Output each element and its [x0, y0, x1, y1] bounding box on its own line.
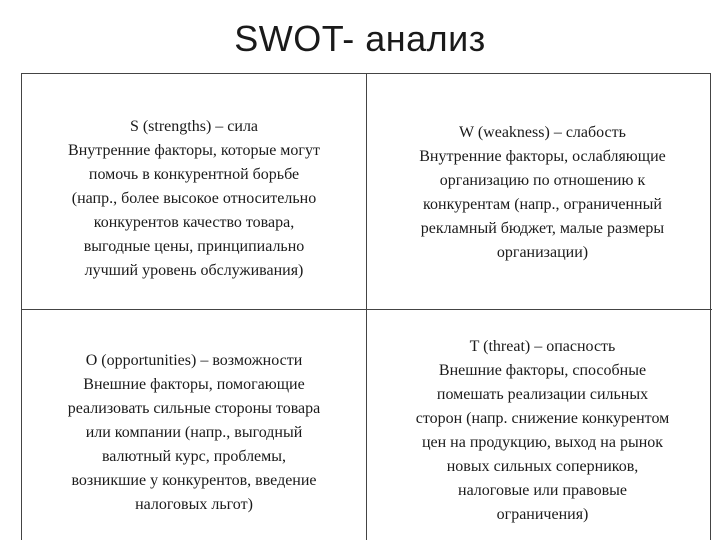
weakness-text	[419, 121, 665, 265]
strengths-line: помочь в конкурентной борьбе	[88, 165, 300, 183]
opportunities-line: Внешние факторы, помогающие	[83, 375, 305, 393]
threat-line: помешать реализации сильных	[436, 385, 649, 403]
threat-line: цен на продукцию, выход на рынок	[421, 433, 664, 451]
weakness-line: W (weakness) – слабость	[459, 123, 626, 141]
strengths-cell	[22, 74, 367, 310]
weakness-line: рекламный бюджет, малые размеры	[420, 219, 665, 237]
threat-line: новых сильных соперников,	[446, 457, 639, 475]
strengths-text	[68, 115, 320, 283]
weakness-cell	[367, 74, 712, 310]
strengths-line: выгодные цены, принципиально	[83, 237, 305, 255]
threat-line: Внешние факторы, способные	[438, 361, 647, 379]
opportunities-line: валютный курс, проблемы,	[101, 447, 287, 465]
swot-table	[21, 73, 711, 540]
opportunities-cell	[22, 310, 367, 540]
strengths-line: лучший уровень обслуживания)	[84, 261, 304, 279]
threat-line: сторон (напр. снижение конкурентом	[415, 409, 670, 427]
opportunities-line: реализовать сильные стороны товара	[67, 399, 321, 417]
strengths-line: (напр., более высокое относительно	[71, 189, 317, 207]
strengths-line: S (strengths) – сила	[129, 117, 259, 135]
page-title: SWOT- анализ	[234, 18, 486, 59]
threat-line: T (threat) – опасность	[469, 337, 616, 355]
weakness-line: Внутренние факторы, ослабляющие	[419, 147, 666, 165]
strengths-line: Внутренние факторы, которые могут	[68, 141, 320, 159]
threat-text	[416, 335, 670, 527]
threat-cell	[367, 310, 712, 540]
opportunities-line: или компании (напр., выгодный	[85, 423, 303, 441]
opportunities-text	[68, 349, 321, 517]
opportunities-line: O (opportunities) – возможности	[85, 351, 303, 369]
opportunities-line: налоговых льгот)	[135, 495, 253, 513]
threat-line: налоговые или правовые	[458, 481, 627, 499]
weakness-line: организации)	[496, 243, 589, 261]
strengths-line: конкурентов качество товара,	[93, 213, 295, 231]
opportunities-line: возникшие у конкурентов, введение	[71, 471, 317, 489]
threat-line: ограничения)	[496, 505, 589, 523]
weakness-line: конкурентам (напр., ограниченный	[423, 195, 662, 213]
weakness-line: организацию по отношению к	[439, 171, 646, 189]
